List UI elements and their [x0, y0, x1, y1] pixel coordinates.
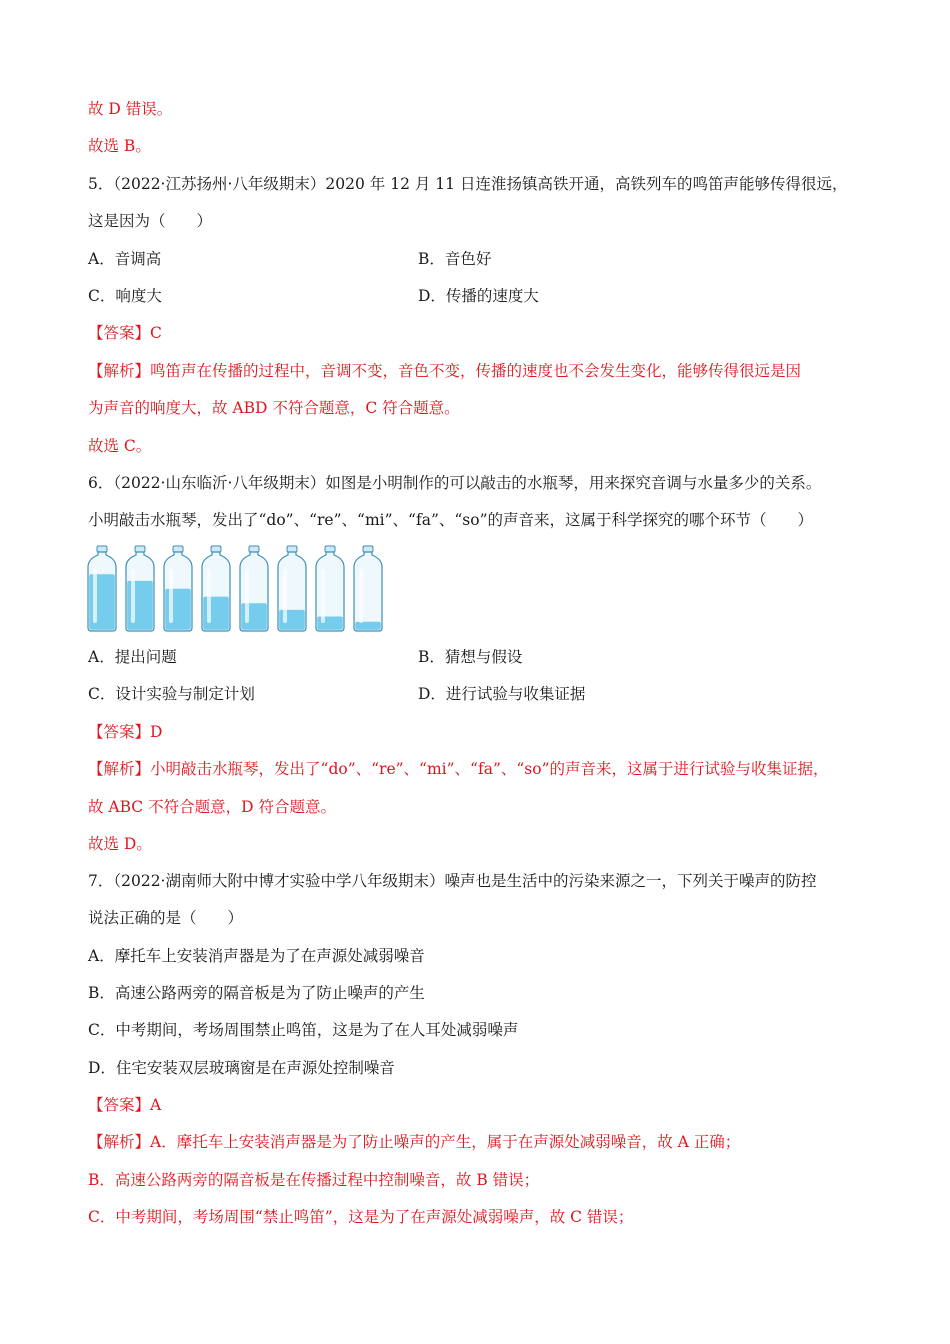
q5-option-c: C．响度大 — [88, 287, 162, 305]
answer-tag: 【答案】 — [88, 1096, 151, 1114]
q5-stem-line-1: 5．（2022·江苏扬州·八年级期末）2020 年 12 月 11 日连淮扬镇高铁开通，高铁列车的鸣笛声能够传得很远， — [88, 175, 848, 193]
q5-option-a: A．音调高 — [88, 250, 162, 268]
q5-explanation-line-1 — [88, 359, 801, 383]
q6-explanation-line-2: 故 ABC 不符合题意，D 符合题意。 — [88, 798, 336, 816]
q7-stem-line-2: 说法正确的是（ ） — [88, 909, 244, 927]
explanation-text: 小明敲击水瓶琴，发出了“do”、“re”、“mi”、“fa”、“so”的声音来，这属于进行试验与收集证据， — [150, 760, 829, 778]
answer-value: D — [150, 723, 163, 741]
bottle-cap — [97, 546, 107, 552]
q7-option-a: A．摩托车上安装消声器是为了在声源处减弱噪音 — [88, 947, 425, 965]
water-bottle — [278, 546, 306, 631]
bottle-highlight — [207, 569, 211, 623]
q7-explanation-line-2: B．高速公路两旁的隔音板是在传播过程中控制噪音，故 B 错误； — [88, 1171, 540, 1189]
bottle-water — [355, 622, 381, 630]
bottle-highlight — [169, 569, 173, 623]
q6-selection: 故选 D。 — [88, 835, 152, 853]
bottle-highlight — [283, 569, 287, 623]
bottle-cap — [325, 546, 335, 552]
water-bottle — [316, 546, 344, 631]
q6-stem-line-1: 6．（2022·山东临沂·八年级期末）如图是小明制作的可以敲击的水瓶琴，用来探究音调与水量多少的关系。 — [88, 474, 822, 492]
bottle-cap — [173, 546, 183, 552]
bottle-highlight — [245, 569, 249, 623]
q7-explanation-line-1 — [88, 1130, 740, 1154]
bottle-highlight — [359, 569, 363, 623]
q5-stem-line-2: 这是因为（ ） — [88, 212, 213, 230]
water-bottle — [240, 546, 268, 631]
water-bottle — [354, 546, 382, 631]
q7-answer — [88, 1093, 161, 1117]
water-bottle — [202, 546, 230, 631]
bottle-highlight — [131, 569, 135, 623]
bottle-highlight — [93, 569, 97, 623]
q6-option-d: D．进行试验与收集证据 — [418, 685, 586, 703]
water-bottle — [88, 546, 116, 631]
explanation-tag: 【解析】 — [88, 1133, 151, 1151]
q7-option-b: B．高速公路两旁的隔音板是为了防止噪声的产生 — [88, 984, 425, 1002]
answer-tag: 【答案】 — [88, 723, 151, 741]
q6-explanation-line-1 — [88, 757, 829, 781]
q5-option-d: D．传播的速度大 — [418, 287, 539, 305]
bottle-cap — [363, 546, 373, 552]
q7-option-c: C．中考期间，考场周围禁止鸣笛，这是为了在人耳处减弱噪声 — [88, 1021, 519, 1039]
q6-stem-line-2: 小明敲击水瓶琴，发出了“do”、“re”、“mi”、“fa”、“so”的声音来，这属于科学探究的哪个环节（ ） — [88, 511, 813, 529]
prev-explanation-line: 故 D 错误。 — [88, 100, 173, 118]
q5-explanation-line-2: 为声音的响度大，故 ABD 不符合题意，C 符合题意。 — [88, 399, 460, 417]
q7-option-d: D．住宅安装双层玻璃窗是在声源处控制噪音 — [88, 1059, 395, 1077]
bottle-cap — [211, 546, 221, 552]
bottle-body — [354, 552, 382, 631]
answer-value: A — [150, 1096, 162, 1114]
explanation-text: A．摩托车上安装消声器是为了防止噪声的产生，属于在声源处减弱噪音，故 A 正确； — [150, 1133, 741, 1151]
answer-tag: 【答案】 — [88, 324, 151, 342]
explanation-tag: 【解析】 — [88, 362, 151, 380]
water-bottle-xylophone-figure — [86, 545, 396, 635]
explanation-text: 鸣笛声在传播的过程中，音调不变，音色不变，传播的速度也不会发生变化，能够传得很远是因 — [150, 362, 802, 380]
q5-option-b: B．音色好 — [418, 250, 492, 268]
bottle-cap — [135, 546, 145, 552]
q6-option-c: C．设计实验与制定计划 — [88, 685, 255, 703]
bottle-cap — [249, 546, 259, 552]
explanation-tag: 【解析】 — [88, 760, 151, 778]
prev-selection-line: 故选 B。 — [88, 137, 151, 155]
q6-option-a: A．提出问题 — [88, 648, 177, 666]
q5-selection: 故选 C。 — [88, 437, 152, 455]
bottle-highlight — [321, 569, 325, 623]
bottle-cap — [287, 546, 297, 552]
q6-option-b: B．猜想与假设 — [418, 648, 523, 666]
q5-answer — [88, 321, 162, 345]
answer-value: C — [150, 324, 162, 342]
water-bottle — [126, 546, 154, 631]
q7-explanation-line-3: C．中考期间，考场周围“禁止鸣笛”，这是为了在声源处减弱噪声，故 C 错误； — [88, 1208, 634, 1226]
q6-answer — [88, 720, 162, 744]
water-bottle — [164, 546, 192, 631]
q7-stem-line-1: 7．（2022·湖南师大附中博才实验中学八年级期末）噪声也是生活中的污染来源之一，下列关于噪声的防控 — [88, 872, 817, 890]
